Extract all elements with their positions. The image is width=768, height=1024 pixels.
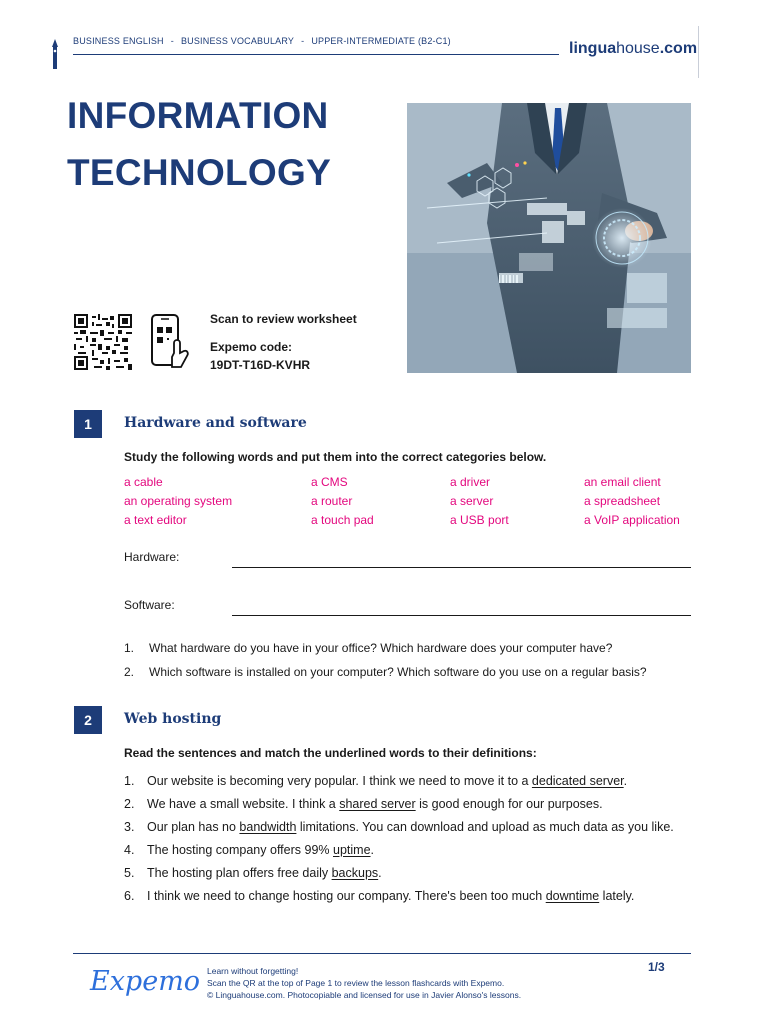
section-number-badge: 1	[74, 410, 102, 438]
vocab-word: a VoIP application	[584, 513, 680, 527]
hardware-answer-line[interactable]	[232, 567, 691, 568]
logo-part: lingua	[569, 40, 617, 57]
sentence-text: We have a small website. I think a	[147, 797, 340, 811]
vocab-word: a touch pad	[311, 513, 374, 527]
question-number: 1.	[124, 641, 135, 655]
section-title: Web hosting	[124, 711, 222, 727]
sentence-item	[124, 889, 634, 903]
question-text: Which software is installed on your computer? Which software do you use on a regular basis?	[149, 665, 647, 679]
sentence-number: 6.	[124, 889, 135, 903]
qr-code-icon[interactable]	[74, 314, 132, 370]
sentence-number: 4.	[124, 843, 135, 857]
underlined-term: dedicated server	[531, 774, 624, 788]
sentence-number: 5.	[124, 866, 135, 880]
expemo-logo[interactable]: Expemo	[90, 966, 201, 997]
sentence-text: .	[623, 774, 628, 788]
breadcrumb-item[interactable]: BUSINESS ENGLISH	[73, 36, 164, 46]
question-number: 2.	[124, 665, 135, 679]
sentence-text: .	[378, 866, 382, 880]
header-divider	[73, 54, 559, 55]
sentence-number: 3.	[124, 820, 135, 834]
sentence-text: Our plan has no	[147, 820, 240, 834]
sentence-item	[124, 774, 627, 788]
sentence-text: is good enough for our purposes.	[415, 797, 603, 811]
hero-image	[407, 103, 691, 373]
expemo-code-label: Expemo code:	[210, 340, 293, 354]
underlined-term: bandwidth	[239, 820, 297, 834]
section-title: Hardware and software	[124, 415, 307, 431]
sentence-item	[124, 843, 374, 857]
vocab-word: a server	[450, 494, 494, 508]
vocab-word: a driver	[450, 475, 491, 489]
discussion-question	[124, 665, 647, 679]
sentence-item	[124, 866, 382, 880]
breadcrumb	[73, 36, 451, 46]
section-instruction: Study the following words and put them into the correct categories below.	[124, 450, 547, 464]
sentence-text: The hosting company offers 99%	[147, 843, 333, 857]
vocab-word: an email client	[584, 475, 661, 489]
section-number-badge: 2	[74, 706, 102, 734]
expemo-code-value: 19DT-T16D-KVHR	[210, 358, 311, 372]
vocab-word: a cable	[124, 475, 163, 489]
logo-part: .com	[659, 40, 698, 57]
vocab-word: an operating system	[124, 494, 233, 508]
discussion-question	[124, 641, 612, 655]
footer-instruction: Scan the QR at the top of Page 1 to review the lesson flashcards with Expemo.	[207, 978, 505, 988]
scan-instruction: Scan to review worksheet	[210, 312, 357, 326]
sentence-text: .	[370, 843, 375, 857]
header-vertical-divider	[698, 26, 699, 78]
sentence-number: 1.	[124, 774, 135, 788]
software-answer-line[interactable]	[232, 615, 691, 616]
big-ben-icon	[50, 39, 60, 69]
footer-divider	[73, 953, 691, 954]
underlined-term: shared server	[339, 797, 416, 811]
breadcrumb-separator: -	[170, 36, 174, 46]
businessman-touchscreen-illustration	[407, 103, 691, 373]
page-title-line: INFORMATION	[67, 95, 329, 136]
sentence-text: limitations. You can download and upload as much data as you like.	[296, 820, 674, 834]
breadcrumb-item[interactable]: BUSINESS VOCABULARY	[180, 36, 295, 46]
underlined-term: uptime	[333, 843, 371, 857]
breadcrumb-item[interactable]: UPPER-INTERMEDIATE (B2-C1)	[311, 36, 451, 46]
page-number: 1/3	[648, 960, 665, 974]
vocab-word: a router	[311, 494, 353, 508]
breadcrumb-separator: -	[301, 36, 305, 46]
software-label: Software:	[124, 598, 175, 612]
vocab-word: a text editor	[124, 513, 187, 527]
footer-tagline: Learn without forgetting!	[207, 966, 299, 976]
footer-copyright: © Linguahouse.com. Photocopiable and licensed for use in Javier Alonso's lessons.	[207, 990, 522, 1000]
vocab-word: a spreadsheet	[584, 494, 661, 508]
logo-part: house	[616, 40, 660, 57]
phone-scan-icon	[150, 313, 190, 371]
vocab-word: a CMS	[311, 475, 348, 489]
linguahouse-logo[interactable]	[569, 40, 697, 58]
sentence-number: 2.	[124, 797, 135, 811]
sentence-text: I think we need to change hosting our company. There's been too much	[147, 889, 546, 903]
underlined-term: backups	[331, 866, 379, 880]
section-instruction: Read the sentences and match the underlined words to their definitions:	[124, 746, 537, 760]
vocab-word: a USB port	[450, 513, 509, 527]
page-title-line: TECHNOLOGY	[67, 152, 332, 193]
sentence-item	[124, 820, 674, 834]
sentence-item	[124, 797, 603, 811]
hardware-label: Hardware:	[124, 550, 180, 564]
underlined-term: downtime	[545, 889, 600, 903]
sentence-text: lately.	[599, 889, 635, 903]
sentence-text: The hosting plan offers free daily	[147, 866, 332, 880]
question-text: What hardware do you have in your office? Which hardware does your computer have?	[149, 641, 613, 655]
sentence-text: Our website is becoming very popular. I think we need to move it to a	[147, 774, 532, 788]
